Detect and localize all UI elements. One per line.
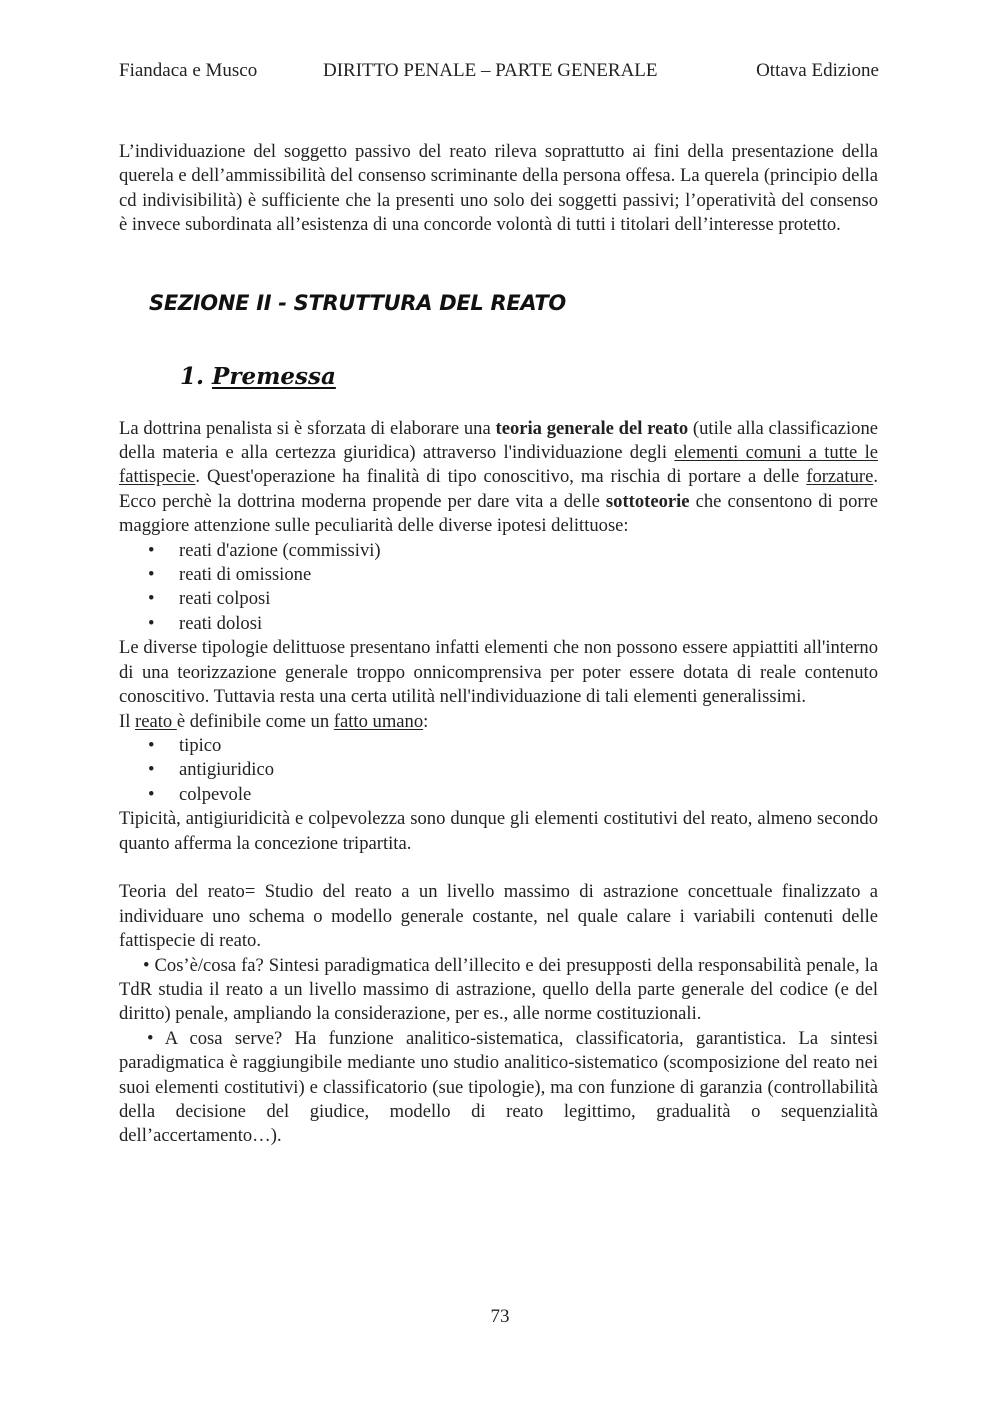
text-run: che consentono di porre maggiore attenzione sulle peculiarità delle diverse ipotesi delittuose:: [119, 490, 879, 537]
list-item: • reati dolosi: [119, 612, 878, 636]
text-run: . Quest'operazione ha finalità di tipo conoscitivo, ma rischia di portare a delle: [195, 466, 807, 488]
header-edition: Ottava Edizione: [756, 60, 879, 81]
underlined-term: elementi comuni a tutte le: [674, 442, 878, 464]
list-tipologie-reati: [119, 539, 878, 637]
text-run: Il: [119, 710, 136, 732]
text-run: (utile alla classificazione della materia e alla certezza giuridica) attraverso l'individuazione degli: [119, 417, 878, 464]
paragraph-a-cosa-serve: • A cosa serve? Ha funzione analitico-sistematica, classificatoria, garantistica. La sintesi paradigmatica è raggiungibile mediante uno studio analitico-sistematico (scomposizione del reato nei suoi elementi costitutivi) e classificatorio (sue tipologie), ma con funzione di garanzia (controllabilità della decisione del giudice, modello di reato legittimo, gradualità o sequenzialità dell’accertamento…).: [119, 1027, 878, 1147]
underlined-term: fatto umano: [333, 710, 424, 732]
subsection-label: Premessa: [212, 362, 336, 390]
underlined-term: forzature: [806, 466, 874, 488]
text-run: :: [423, 710, 429, 732]
paragraph-cosa-fa: • Cos’è/cosa fa? Sintesi paradigmatica dell’illecito e dei presupposti della responsabilità penale, la TdR studia il reato a un livello massimo di astrazione, quello della parte generale del codice (e del diritto) penale, ampliando la considerazione, per es., alle norme costituzionali.: [119, 954, 878, 1025]
list-item: • antigiuridico: [119, 758, 878, 782]
bold-term: sottoteorie: [605, 490, 690, 512]
header-book-title: DIRITTO PENALE – PARTE GENERALE: [323, 60, 658, 81]
subsection-number: 1.: [180, 362, 205, 390]
list-item: • reati colposi: [119, 587, 878, 611]
page-number: 73: [490, 1306, 510, 1327]
text-run: è definibile come un: [176, 710, 334, 732]
underlined-term: reato: [135, 710, 177, 732]
header-authors: Fiandaca e Musco: [119, 60, 258, 81]
paragraph-tipologie: Le diverse tipologie delittuose presentano infatti elementi che non possono essere appiattiti all'interno di una teorizzazione generale troppo onnicomprensiva per poter essere dotata di reale contenuto conoscitivo. Tuttavia resta una certa utilità nell'individuazione di tali elementi generalissimi.: [119, 637, 878, 708]
running-header: [119, 60, 879, 86]
paragraph-teoria-del-reato: Teoria del reato= Studio del reato a un livello massimo di astrazione concettuale finalizzato a individuare uno schema o modello generale costante, nel quale calare i variabili contenuti delle fattispecie di reato.: [119, 881, 878, 952]
list-item: • tipico: [119, 734, 878, 758]
underlined-term: fattispecie: [119, 466, 196, 488]
section-title: SEZIONE II - STRUTTURA DEL REATO: [149, 290, 566, 315]
intro-paragraph: L’individuazione del soggetto passivo del reato rileva soprattutto ai fini della presentazione della querela e dell’ammissibilità del consenso scriminante della persona offesa. La querela (principio della cd indivisibilità) è sufficiente che la presenti uno solo dei soggetti passivi; l’operatività del consenso è invece subordinata all’esistenza di una concorde volontà di tutti i titolari dell’interesse protetto.: [119, 141, 878, 236]
paragraph-concezione-tripartita: Tipicità, antigiuridicità e colpevolezza sono dunque gli elementi costitutivi del reato, almeno secondo quanto afferma la concezione tripartita.: [119, 808, 878, 854]
list-item: • colpevole: [119, 783, 878, 807]
text-run: . Ecco perchè la dottrina moderna propende per dare vita a delle: [119, 466, 878, 512]
paragraph-definizione-reato: [119, 710, 878, 734]
list-item: • reati di omissione: [119, 563, 878, 587]
list-elementi-reato: [119, 734, 878, 807]
paragraph-teoria-generale: [119, 417, 878, 539]
list-item: • reati d'azione (commissivi): [119, 539, 878, 563]
text-run: La dottrina penalista si è sforzata di elaborare una: [119, 417, 496, 439]
page-body: [119, 140, 878, 1149]
bold-term: teoria generale del reato: [495, 417, 689, 439]
subsection-title: [180, 361, 878, 393]
